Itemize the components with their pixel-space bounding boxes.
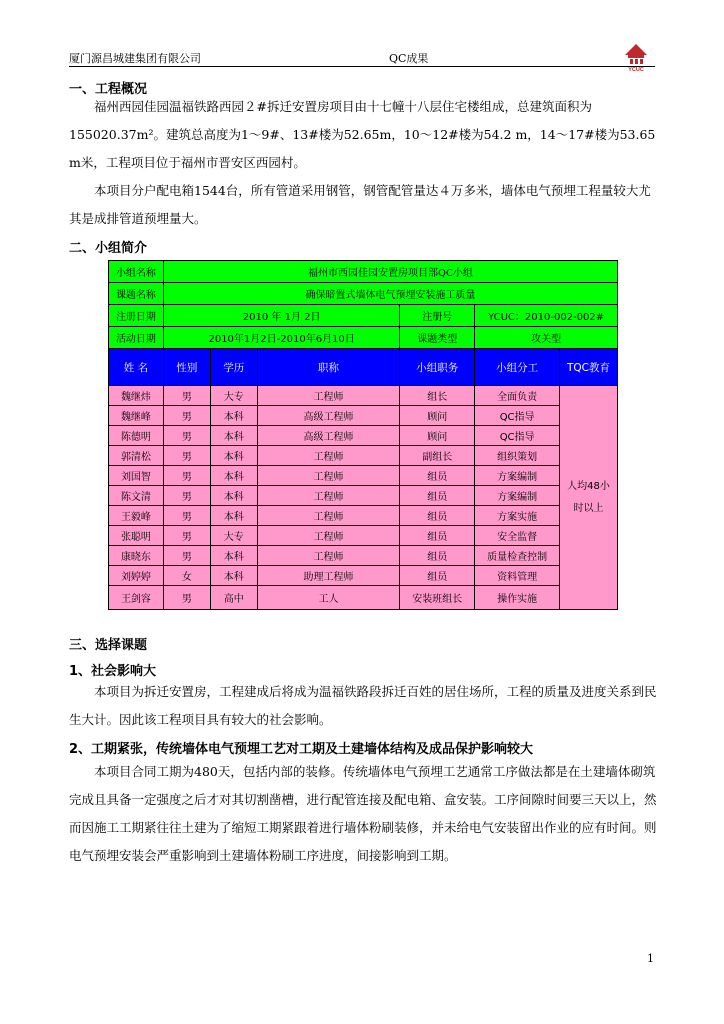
member-cell: 本科 xyxy=(210,546,257,566)
topic-row: 课题名称 确保暗置式墙体电气预埋安装施工质量 xyxy=(109,283,618,305)
member-row xyxy=(109,446,618,466)
section-3-1-title: 1、社会影响大 xyxy=(69,664,157,679)
member-row xyxy=(109,486,618,506)
member-cell: 本科 xyxy=(210,466,257,486)
member-cell: 男 xyxy=(163,506,210,526)
activity-date: 2010年1月2日-2010年6月10日 xyxy=(163,327,399,349)
member-row xyxy=(109,546,618,566)
member-cell: 安全监督 xyxy=(475,526,560,546)
member-cell: 高级工程师 xyxy=(257,406,400,426)
member-cell: 高中 xyxy=(210,586,257,610)
section-3-1-para: 本项目为拆迁安置房，工程建成后将成为温福铁路段拆迁百姓的居住场所，工程的质量及进度关系到民生大计。因此该工程项目具有较大的社会影响。 xyxy=(69,684,657,727)
member-cell: 操作实施 xyxy=(475,586,560,610)
member-row xyxy=(109,586,618,610)
header-rule xyxy=(69,66,655,67)
member-cell: 方案编制 xyxy=(475,486,560,506)
section-3-title: 三、选择课题 xyxy=(69,638,148,653)
section-3-2-title: 2、工期紧张，传统墙体电气预埋工艺对工期及土建墙体结构及成品保护影响较大 xyxy=(69,742,534,757)
member-cell: QC指导 xyxy=(475,406,560,426)
member-cell: 组员 xyxy=(400,546,475,566)
page-header xyxy=(69,50,655,66)
member-row xyxy=(109,406,618,426)
member-cell: 男 xyxy=(163,586,210,610)
member-cell: 大专 xyxy=(210,386,257,406)
company-logo xyxy=(621,42,651,72)
member-cell: 工程师 xyxy=(257,526,400,546)
member-cell: 男 xyxy=(163,546,210,566)
team-name-row: 小组名称 福州市西园佳园安置房项目部QC小组 xyxy=(109,261,618,283)
header-doc-title: QC成果 xyxy=(389,52,429,65)
member-cell: 安装班组长 xyxy=(400,586,475,610)
member-cell: 女 xyxy=(163,566,210,586)
member-cell: 陈文清 xyxy=(109,486,164,506)
member-cell: 助理工程师 xyxy=(257,566,400,586)
page-number: 1 xyxy=(647,952,654,965)
member-cell: 张聪明 xyxy=(109,526,164,546)
member-cell: 组员 xyxy=(400,466,475,486)
member-cell: 郭清松 xyxy=(109,446,164,466)
member-cell: 男 xyxy=(163,466,210,486)
member-cell: 男 xyxy=(163,446,210,466)
member-row xyxy=(109,426,618,446)
member-cell: 大专 xyxy=(210,526,257,546)
member-cell: 工程师 xyxy=(257,466,400,486)
member-cell: 顾问 xyxy=(400,406,475,426)
member-cell: 组员 xyxy=(400,486,475,506)
member-cell: 王剑容 xyxy=(109,586,164,610)
member-cell: 本科 xyxy=(210,566,257,586)
member-cell: 组长 xyxy=(400,386,475,406)
section-2-title: 二、小组简介 xyxy=(69,241,148,256)
topic-type: 攻关型 xyxy=(475,327,618,349)
member-cell: 方案编制 xyxy=(475,466,560,486)
training-hours: 人均48小时以上 xyxy=(560,386,618,610)
member-cell: QC指导 xyxy=(475,426,560,446)
member-cell: 男 xyxy=(163,486,210,506)
member-cell: 王毅峰 xyxy=(109,506,164,526)
member-cell: 工程师 xyxy=(257,546,400,566)
section-1-para-2: 本项目分户配电箱1544台，所有管道采用钢管，钢管配管量达４万多米，墙体电气预埋工程量较大尤其是成排管道预埋量大。 xyxy=(69,183,651,226)
member-cell: 方案实施 xyxy=(475,506,560,526)
member-cell: 工程师 xyxy=(257,506,400,526)
member-cell: 资料管理 xyxy=(475,566,560,586)
member-cell: 组员 xyxy=(400,526,475,546)
member-cell: 工程师 xyxy=(257,386,400,406)
header-company: 厦门源昌城建集团有限公司 xyxy=(69,52,201,65)
member-cell: 工人 xyxy=(257,586,400,610)
member-row xyxy=(109,506,618,526)
member-cell: 组员 xyxy=(400,566,475,586)
member-cell: 本科 xyxy=(210,486,257,506)
reg-no: YCUC：2010-002-002# xyxy=(475,305,618,327)
member-cell: 刘婷婷 xyxy=(109,566,164,586)
section-1-title: 一、工程概况 xyxy=(69,82,148,97)
registration-row: 注册日期 2010 年 1月 2日 注册号 YCUC：2010-002-002# xyxy=(109,305,618,327)
section-1-para-1: 福州西园佳园温福铁路西园２#拆迁安置房项目由十七幢十八层住宅楼组成，总建筑面积为155020.37m²。建筑总高度为1～9#、13#楼为52.65m，10～12#楼为54.2 m，14～17#楼为53.65 m米，工程项目位于福州市晋安区西园村。 xyxy=(69,99,656,170)
member-cell: 康晓东 xyxy=(109,546,164,566)
member-cell: 刘国智 xyxy=(109,466,164,486)
member-cell: 男 xyxy=(163,526,210,546)
member-cell: 顾问 xyxy=(400,426,475,446)
member-cell: 男 xyxy=(163,386,210,406)
topic: 确保暗置式墙体电气预埋安装施工质量 xyxy=(163,283,617,305)
member-row xyxy=(109,386,618,406)
member-cell: 魏继炜 xyxy=(109,386,164,406)
member-cell: 男 xyxy=(163,406,210,426)
member-row xyxy=(109,466,618,486)
reg-date: 2010 年 1月 2日 xyxy=(163,305,399,327)
member-cell: 本科 xyxy=(210,506,257,526)
member-cell: 副组长 xyxy=(400,446,475,466)
member-cell: 组员 xyxy=(400,506,475,526)
member-row xyxy=(109,566,618,586)
logo-text: YCUC xyxy=(628,67,644,72)
member-cell: 本科 xyxy=(210,426,257,446)
member-cell: 魏继峰 xyxy=(109,406,164,426)
member-row xyxy=(109,526,618,546)
section-3-2-para: 本项目合同工期为480天，包括内部的装修。传统墙体电气预埋工艺通常工序做法都是在土建墙体砌筑完成且具备一定强度之后才对其切割凿槽，进行配管连接及配电箱、盒安装。工序间隙时间要三天以上，然而因施工工期紧往往土建为了缩短工期紧跟着进行墙体粉刷装修，并未给电气安装留出作业的应有时间。则电气预埋安装会严重影响到土建墙体粉刷工序进度，间接影响到工期。 xyxy=(69,764,657,863)
member-cell: 本科 xyxy=(210,446,257,466)
member-cell: 质量检查控制 xyxy=(475,546,560,566)
member-cell: 本科 xyxy=(210,406,257,426)
member-cell: 高级工程师 xyxy=(257,426,400,446)
member-cell: 工程师 xyxy=(257,446,400,466)
team-name: 福州市西园佳园安置房项目部QC小组 xyxy=(163,261,617,283)
member-cell: 工程师 xyxy=(257,486,400,506)
member-cell: 男 xyxy=(163,426,210,446)
members-header-row: 姓 名 性别 学历 职称 小组职务 小组分工 TQC教育 xyxy=(109,349,618,386)
member-cell: 全面负责 xyxy=(475,386,560,406)
member-cell: 组织策划 xyxy=(475,446,560,466)
member-cell: 陈德明 xyxy=(109,426,164,446)
team-table xyxy=(108,260,618,610)
activity-row: 活动日期 2010年1月2日-2010年6月10日 课题类型 攻关型 xyxy=(109,327,618,349)
